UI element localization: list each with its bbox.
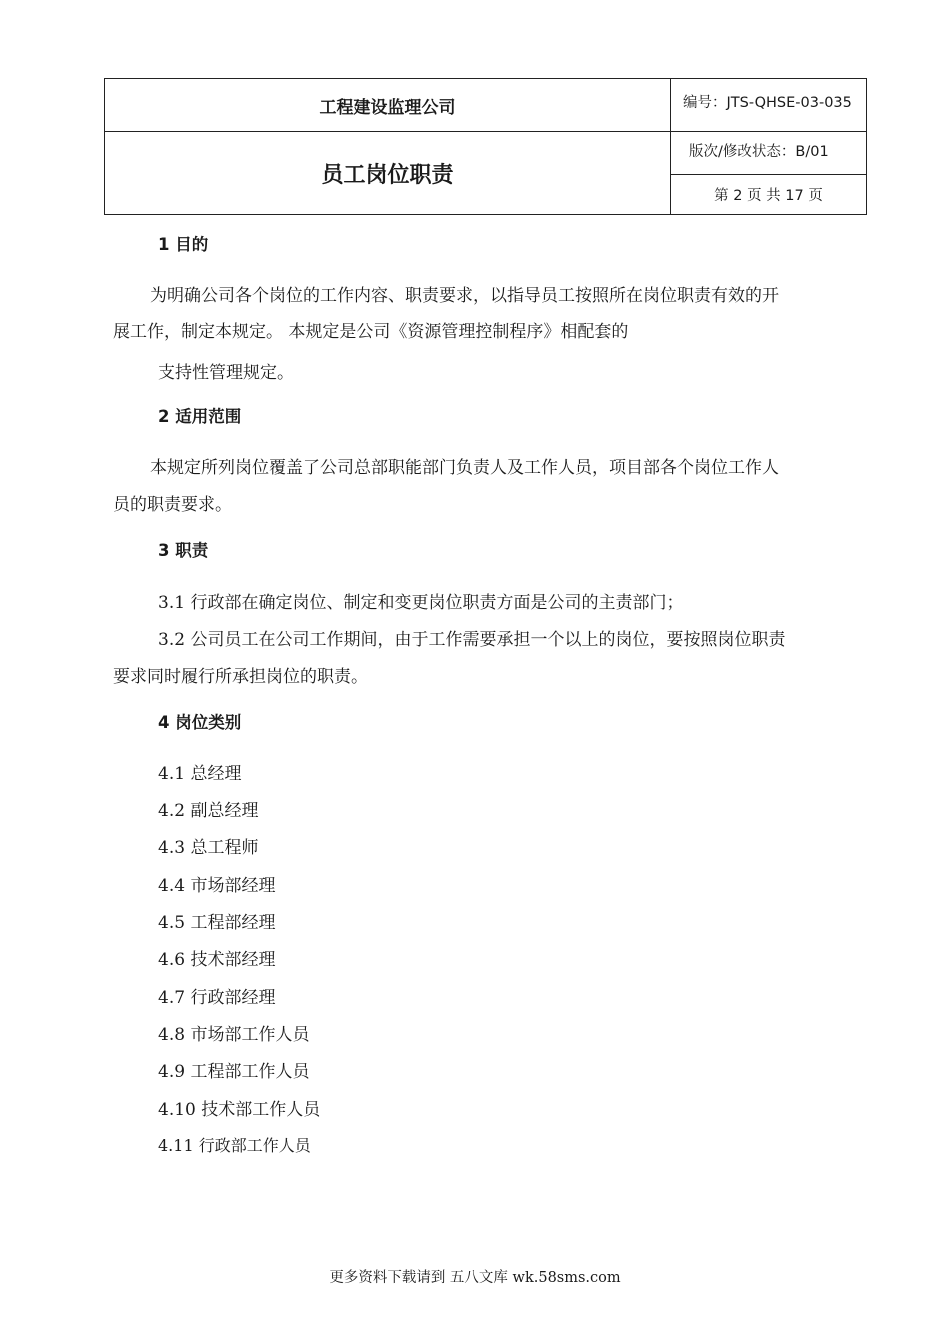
section-heading-responsibility: 3 职责 <box>158 541 209 560</box>
position-item: 4.8 市场部工作人员 <box>158 1025 310 1045</box>
footer-download-note: 更多资料下载请到 五八文库 wk.58sms.com <box>329 1270 621 1286</box>
purpose-text-line1: 为明确公司各个岗位的工作内容、职责要求，以指导员工按照所在岗位职责有效的开 <box>150 286 779 306</box>
position-item: 4.1 总经理 <box>158 764 242 784</box>
scope-text-line2: 员的职责要求。 <box>113 495 232 515</box>
position-item: 4.9 工程部工作人员 <box>158 1062 310 1082</box>
purpose-text-line3: 支持性管理规定。 <box>158 363 294 383</box>
document-header-table <box>104 78 867 215</box>
responsibility-text-1: 3.1 行政部在确定岗位、制定和变更岗位职责方面是公司的主责部门； <box>158 593 684 613</box>
position-item: 4.11 行政部工作人员 <box>158 1136 311 1155</box>
responsibility-text-2a: 3.2 公司员工在公司工作期间，由于工作需要承担一个以上的岗位，要按照岗位职责 <box>158 630 786 650</box>
section-heading-position-types: 4 岗位类别 <box>158 713 242 732</box>
company-name: 工程建设监理公司 <box>105 79 671 132</box>
position-item: 4.7 行政部经理 <box>158 988 276 1008</box>
position-item: 4.3 总工程师 <box>158 838 259 858</box>
section-heading-scope: 2 适用范围 <box>158 407 242 426</box>
document-title: 员工岗位职责 <box>105 132 671 214</box>
purpose-text-line2: 展工作，制定本规定。 本规定是公司《资源管理控制程序》相配套的 <box>113 322 629 342</box>
document-number: 编号：JTS-QHSE-03-035 <box>671 79 866 132</box>
position-item: 4.10 技术部工作人员 <box>158 1100 321 1120</box>
page-indicator: 第 2 页 共 17 页 <box>714 188 823 204</box>
section-heading-purpose: 1 目的 <box>158 235 209 254</box>
position-item: 4.6 技术部经理 <box>158 950 276 970</box>
position-item: 4.5 工程部经理 <box>158 913 276 933</box>
scope-text-line1: 本规定所列岗位覆盖了公司总部职能部门负责人及工作人员，项目部各个岗位工作人 <box>150 458 779 478</box>
position-item: 4.4 市场部经理 <box>158 876 276 896</box>
version-status: 版次/修改状态：B/01 <box>671 132 866 175</box>
responsibility-text-2b: 要求同时履行所承担岗位的职责。 <box>113 667 368 687</box>
position-item: 4.2 副总经理 <box>158 801 259 821</box>
